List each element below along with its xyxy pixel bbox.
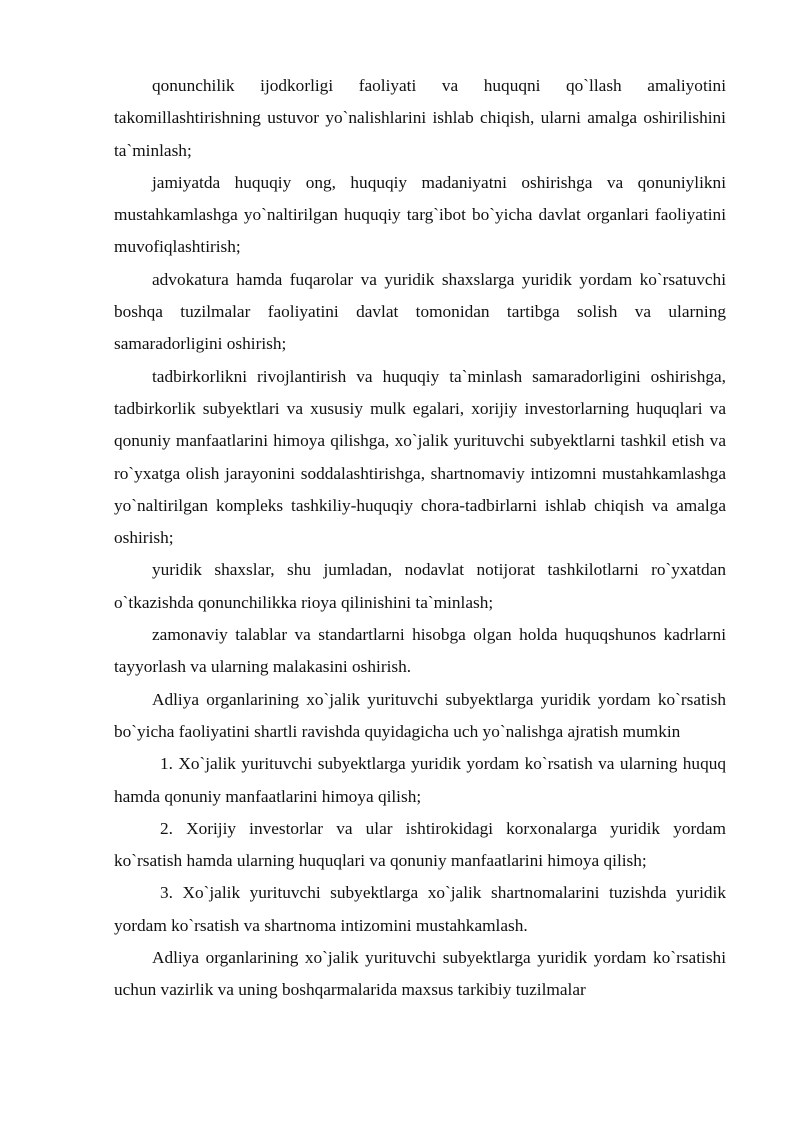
paragraph-activity-directions-intro: Adliya organlarining xo`jalik yurituvchi subyektlarga yuridik yordam ko`rsatish bo`yicha faoliyatini shartli ravishda quyidagicha uch yo`nalishga ajratish mumkin: [114, 689, 726, 741]
paragraph-entrepreneurship-support: tadbirkorlikni rivojlantirish va huquqiy ta`minlash samaradorligini oshirishga, tadbirkorlik subyektlari va xususiy mulk egalari, xorijiy investorlarning huquqlari va qonuniy manfaatlarini himoya qilishga, xo`jalik yurituvchi subyektlarni tashkil etish va ro`yxatga olish jarayonini soddalashtirishga, shartnomaviy intizomni mustahkamlashga yo`naltirilgan kompleks tashkiliy-huquqiy chora-tadbirlarni ishlab chiqish va amalga oshirish;: [114, 366, 726, 548]
list-item-direction-2: 2. Xorijiy investorlar va ular ishtirokidagi korxonalarga yuridik yordam ko`rsatish hamda ularning huquqlari va qonuniy manfaatlarini himoya qilish;: [114, 818, 726, 871]
paragraph-advocacy-regulation: advokatura hamda fuqarolar va yuridik shaxslarga yuridik yordam ko`rsatuvchi boshqa tuzilmalar faoliyatini davlat tomonidan tartibga solish va ularning samaradorligini oshirish;: [114, 269, 726, 354]
paragraph-ministry-structures: Adliya organlarining xo`jalik yurituvchi subyektlarga yuridik yordam ko`rsatishi uchun vazirlik va uning boshqarmalarida maxsus tarkibiy tuzilmalar: [114, 948, 726, 1000]
list-item-direction-1: 1. Xo`jalik yurituvchi subyektlarga yuridik yordam ko`rsatish va ularning huquq hamda qonuniy manfaatlarini himoya qilish;: [114, 754, 726, 806]
paragraph-legal-awareness: jamiyatda huquqiy ong, huquqiy madaniyatni oshirishga va qonuniylikni mustahkamlashga yo`naltirilgan huquqiy targ`ibot bo`yicha davlat organlari faoliyatini muvofiqlashtirish;: [114, 172, 726, 257]
paragraph-lawyer-training: zamonaviy talablar va standartlarni hisobga olgan holda huquqshunos kadrlarni tayyorlash va ularning malakasini oshirish.: [114, 625, 726, 677]
paragraph-ngo-registration: yuridik shaxslar, shu jumladan, nodavlat notijorat tashkilotlarni ro`yxatdan o`tkazishda qonunchilikka rioya qilinishini ta`minlash;: [114, 560, 726, 612]
document-page: [114, 70, 726, 1007]
list-item-direction-3: 3. Xo`jalik yurituvchi subyektlarga xo`jalik shartnomalarini tuzishda yuridik yordam ko`rsatish va shartnoma intizomini mustahkamlash.: [114, 883, 726, 935]
paragraph-lawmaking-priorities: qonunchilik ijodkorligi faoliyati va huquqni qo`llash amaliyotini takomillashtirishning ustuvor yo`nalishlarini ishlab chiqish, ularni amalga oshirilishini ta`minlash;: [114, 76, 726, 160]
